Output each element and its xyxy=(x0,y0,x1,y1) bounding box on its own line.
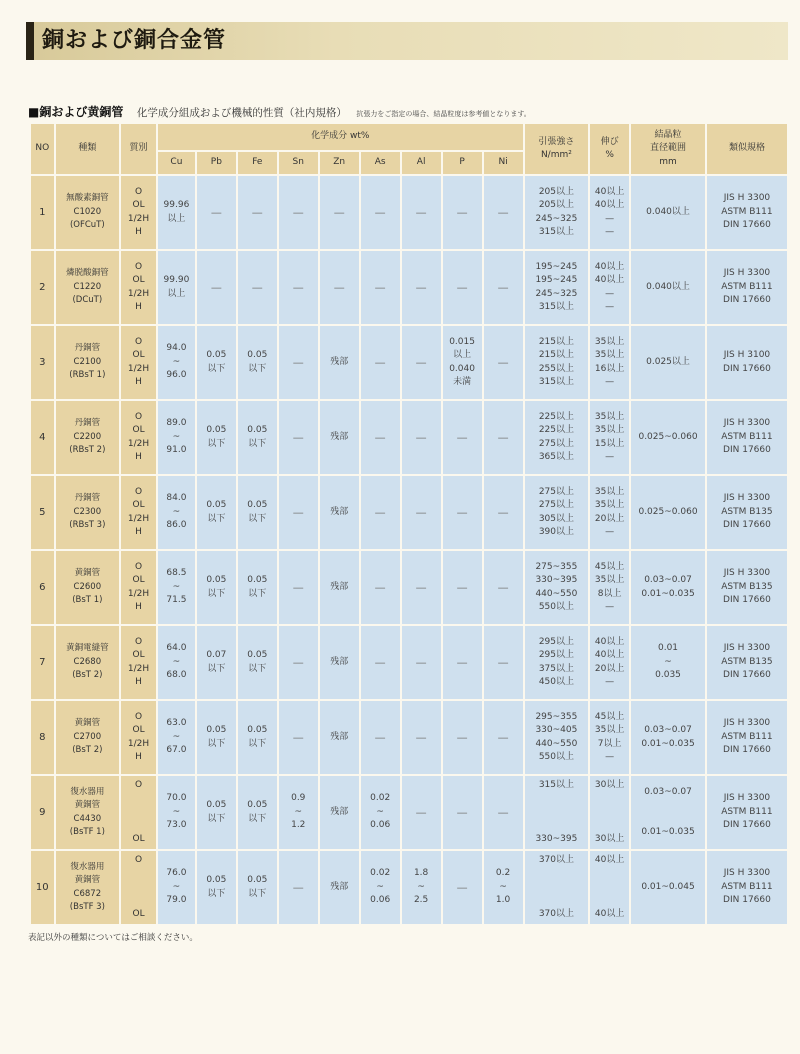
table-row xyxy=(30,400,788,475)
cell-sn: — xyxy=(278,475,319,550)
cell-temper: O OL 1/2H H xyxy=(120,550,157,625)
header-element-zn: Zn xyxy=(319,151,360,175)
cell-elong: 45以上 35以上 8以上 — xyxy=(589,550,630,625)
table-row xyxy=(30,250,788,325)
cell-similar: JIS H 3300 ASTM B111 DIN 17660 xyxy=(706,175,788,250)
cell-p: — xyxy=(442,250,483,325)
table-row xyxy=(30,625,788,700)
table-row xyxy=(30,175,788,250)
cell-p: — xyxy=(442,175,483,250)
cell-temper: O OL 1/2H H xyxy=(120,175,157,250)
cell-zn: 残部 xyxy=(319,700,360,775)
cell-as: — xyxy=(360,400,401,475)
cell-tensile: 315以上 330~395 xyxy=(524,775,590,850)
cell-similar: JIS H 3300 ASTM B111 DIN 17660 xyxy=(706,700,788,775)
cell-similar: JIS H 3300 ASTM B135 DIN 17660 xyxy=(706,625,788,700)
cell-temper: O OL xyxy=(120,775,157,850)
cell-fe: 0.05 以下 xyxy=(237,700,278,775)
cell-no: 2 xyxy=(30,250,55,325)
cell-pb: 0.05 以下 xyxy=(196,400,237,475)
cell-p: — xyxy=(442,850,483,925)
cell-kind: 復水器用 黄銅管 C6872 (BsTF 3) xyxy=(55,850,121,925)
cell-kind: 丹銅管 C2200 (RBsT 2) xyxy=(55,400,121,475)
cell-cu: 76.0 ~ 79.0 xyxy=(157,850,196,925)
cell-tensile: 195~245 195~245 245~325 315以上 xyxy=(524,250,590,325)
cell-al: — xyxy=(401,250,442,325)
cell-no: 3 xyxy=(30,325,55,400)
spec-table xyxy=(29,122,789,926)
cell-similar: JIS H 3300 ASTM B111 DIN 17660 xyxy=(706,775,788,850)
cell-zn: 残部 xyxy=(319,400,360,475)
cell-similar: JIS H 3300 ASTM B135 DIN 17660 xyxy=(706,550,788,625)
cell-grain: 0.03~0.07 0.01~0.035 xyxy=(630,550,706,625)
cell-tensile: 370以上 370以上 xyxy=(524,850,590,925)
cell-no: 7 xyxy=(30,625,55,700)
cell-sn: — xyxy=(278,175,319,250)
cell-cu: 84.0 ~ 86.0 xyxy=(157,475,196,550)
cell-al: — xyxy=(401,700,442,775)
cell-no: 1 xyxy=(30,175,55,250)
cell-tensile: 275以上 275以上 305以上 390以上 xyxy=(524,475,590,550)
cell-ni: — xyxy=(483,550,524,625)
section-description: 化学成分組成および機械的性質（社内規格） xyxy=(136,107,347,119)
cell-kind: 丹銅管 C2300 (RBsT 3) xyxy=(55,475,121,550)
table-row xyxy=(30,700,788,775)
header-element-sn: Sn xyxy=(278,151,319,175)
header-elong: 伸び % xyxy=(589,123,630,175)
cell-al: — xyxy=(401,325,442,400)
cell-tensile: 295~355 330~405 440~550 550以上 xyxy=(524,700,590,775)
cell-p: — xyxy=(442,625,483,700)
cell-sn: 0.9 ~ 1.2 xyxy=(278,775,319,850)
cell-grain: 0.03~0.07 0.01~0.035 xyxy=(630,775,706,850)
cell-fe: 0.05 以下 xyxy=(237,475,278,550)
cell-p: 0.015 以上 0.040 未満 xyxy=(442,325,483,400)
cell-temper: O OL 1/2H H xyxy=(120,700,157,775)
cell-ni: 0.2 ~ 1.0 xyxy=(483,850,524,925)
cell-zn: 残部 xyxy=(319,850,360,925)
cell-zn: 残部 xyxy=(319,550,360,625)
cell-no: 6 xyxy=(30,550,55,625)
cell-sn: — xyxy=(278,625,319,700)
cell-as: 0.02 ~ 0.06 xyxy=(360,850,401,925)
cell-as: — xyxy=(360,250,401,325)
cell-temper: O OL 1/2H H xyxy=(120,625,157,700)
cell-similar: JIS H 3100 DIN 17660 xyxy=(706,325,788,400)
cell-no: 10 xyxy=(30,850,55,925)
cell-pb: — xyxy=(196,175,237,250)
cell-ni: — xyxy=(483,700,524,775)
cell-cu: 64.0 ~ 68.0 xyxy=(157,625,196,700)
cell-sn: — xyxy=(278,550,319,625)
header-element-as: As xyxy=(360,151,401,175)
title-banner xyxy=(26,22,788,60)
cell-pb: 0.05 以下 xyxy=(196,325,237,400)
cell-cu: 89.0 ~ 91.0 xyxy=(157,400,196,475)
cell-temper: O OL 1/2H H xyxy=(120,250,157,325)
cell-pb: 0.07 以下 xyxy=(196,625,237,700)
cell-elong: 35以上 35以上 15以上 — xyxy=(589,400,630,475)
cell-pb: — xyxy=(196,250,237,325)
cell-tensile: 215以上 215以上 255以上 315以上 xyxy=(524,325,590,400)
cell-p: — xyxy=(442,475,483,550)
cell-zn: — xyxy=(319,175,360,250)
cell-pb: 0.05 以下 xyxy=(196,550,237,625)
cell-al: — xyxy=(401,175,442,250)
cell-ni: — xyxy=(483,775,524,850)
header-kind: 種類 xyxy=(55,123,121,175)
header-similar: 類似規格 xyxy=(706,123,788,175)
table-row xyxy=(30,325,788,400)
cell-kind: 燐脱酸銅管 C1220 (DCuT) xyxy=(55,250,121,325)
cell-zn: — xyxy=(319,250,360,325)
cell-elong: 40以上 40以上 20以上 — xyxy=(589,625,630,700)
cell-as: — xyxy=(360,700,401,775)
table-row xyxy=(30,775,788,850)
header-element-pb: Pb xyxy=(196,151,237,175)
section-header xyxy=(28,103,531,120)
cell-cu: 63.0 ~ 67.0 xyxy=(157,700,196,775)
cell-fe: 0.05 以下 xyxy=(237,325,278,400)
cell-grain: 0.040以上 xyxy=(630,175,706,250)
cell-no: 5 xyxy=(30,475,55,550)
cell-al: — xyxy=(401,550,442,625)
cell-elong: 45以上 35以上 7以上 — xyxy=(589,700,630,775)
cell-sn: — xyxy=(278,700,319,775)
cell-elong: 40以上 40以上 — — xyxy=(589,175,630,250)
table-row xyxy=(30,475,788,550)
cell-al: — xyxy=(401,400,442,475)
cell-grain: 0.01~0.045 xyxy=(630,850,706,925)
section-title: ■銅および黄銅管 xyxy=(28,105,124,119)
header-chem: 化学成分 wt% xyxy=(157,123,524,151)
cell-similar: JIS H 3300 ASTM B111 DIN 17660 xyxy=(706,250,788,325)
cell-elong: 35以上 35以上 16以上 — xyxy=(589,325,630,400)
cell-elong: 30以上 30以上 xyxy=(589,775,630,850)
cell-grain: 0.03~0.07 0.01~0.035 xyxy=(630,700,706,775)
cell-al: — xyxy=(401,625,442,700)
cell-kind: 無酸素銅管 C1020 (OFCuT) xyxy=(55,175,121,250)
cell-al: 1.8 ~ 2.5 xyxy=(401,850,442,925)
cell-ni: — xyxy=(483,325,524,400)
footnote: 表記以外の種類についてはご相談ください。 xyxy=(28,933,198,943)
cell-zn: 残部 xyxy=(319,775,360,850)
header-tensile: 引張強さ N/mm² xyxy=(524,123,590,175)
cell-elong: 40以上 40以上 — — xyxy=(589,250,630,325)
header-element-al: Al xyxy=(401,151,442,175)
cell-as: — xyxy=(360,625,401,700)
cell-sn: — xyxy=(278,400,319,475)
cell-grain: 0.01 ~ 0.035 xyxy=(630,625,706,700)
cell-sn: — xyxy=(278,325,319,400)
cell-p: — xyxy=(442,400,483,475)
cell-kind: 復水器用 黄銅管 C4430 (BsTF 1) xyxy=(55,775,121,850)
cell-no: 4 xyxy=(30,400,55,475)
cell-as: — xyxy=(360,325,401,400)
cell-pb: 0.05 以下 xyxy=(196,850,237,925)
cell-p: — xyxy=(442,775,483,850)
cell-temper: O OL 1/2H H xyxy=(120,325,157,400)
cell-fe: — xyxy=(237,250,278,325)
cell-similar: JIS H 3300 ASTM B111 DIN 17660 xyxy=(706,850,788,925)
cell-kind: 丹銅管 C2100 (RBsT 1) xyxy=(55,325,121,400)
cell-temper: O OL 1/2H H xyxy=(120,475,157,550)
cell-cu: 68.5 ~ 71.5 xyxy=(157,550,196,625)
cell-pb: 0.05 以下 xyxy=(196,475,237,550)
cell-zn: 残部 xyxy=(319,625,360,700)
cell-pb: 0.05 以下 xyxy=(196,700,237,775)
cell-grain: 0.040以上 xyxy=(630,250,706,325)
cell-sn: — xyxy=(278,850,319,925)
header-element-cu: Cu xyxy=(157,151,196,175)
cell-no: 9 xyxy=(30,775,55,850)
cell-as: — xyxy=(360,550,401,625)
cell-grain: 0.025~0.060 xyxy=(630,475,706,550)
cell-al: — xyxy=(401,775,442,850)
cell-ni: — xyxy=(483,475,524,550)
cell-ni: — xyxy=(483,625,524,700)
cell-elong: 40以上 40以上 xyxy=(589,850,630,925)
header-element-fe: Fe xyxy=(237,151,278,175)
page-title: 銅および銅合金管 xyxy=(42,28,227,53)
cell-elong: 35以上 35以上 20以上 — xyxy=(589,475,630,550)
cell-fe: 0.05 以下 xyxy=(237,400,278,475)
header-element-ni: Ni xyxy=(483,151,524,175)
cell-pb: 0.05 以下 xyxy=(196,775,237,850)
table-row xyxy=(30,550,788,625)
cell-cu: 70.0 ~ 73.0 xyxy=(157,775,196,850)
cell-temper: O OL xyxy=(120,850,157,925)
header-element-p: P xyxy=(442,151,483,175)
header-grain: 結晶粒 直径範囲 mm xyxy=(630,123,706,175)
cell-zn: 残部 xyxy=(319,325,360,400)
cell-fe: 0.05 以下 xyxy=(237,775,278,850)
cell-sn: — xyxy=(278,250,319,325)
cell-fe: — xyxy=(237,175,278,250)
cell-zn: 残部 xyxy=(319,475,360,550)
cell-ni: — xyxy=(483,175,524,250)
cell-p: — xyxy=(442,700,483,775)
header-no: NO xyxy=(30,123,55,175)
cell-as: — xyxy=(360,175,401,250)
cell-as: — xyxy=(360,475,401,550)
cell-cu: 99.90 以上 xyxy=(157,250,196,325)
cell-tensile: 295以上 295以上 375以上 450以上 xyxy=(524,625,590,700)
cell-ni: — xyxy=(483,400,524,475)
cell-no: 8 xyxy=(30,700,55,775)
cell-temper: O OL 1/2H H xyxy=(120,400,157,475)
cell-kind: 黄銅管 C2700 (BsT 2) xyxy=(55,700,121,775)
cell-similar: JIS H 3300 ASTM B111 DIN 17660 xyxy=(706,400,788,475)
cell-cu: 99.96 以上 xyxy=(157,175,196,250)
cell-tensile: 275~355 330~395 440~550 550以上 xyxy=(524,550,590,625)
cell-grain: 0.025~0.060 xyxy=(630,400,706,475)
cell-kind: 黄銅電縫管 C2680 (BsT 2) xyxy=(55,625,121,700)
cell-cu: 94.0 ~ 96.0 xyxy=(157,325,196,400)
cell-fe: 0.05 以下 xyxy=(237,625,278,700)
cell-p: — xyxy=(442,550,483,625)
cell-fe: 0.05 以下 xyxy=(237,850,278,925)
cell-tensile: 205以上 205以上 245~325 315以上 xyxy=(524,175,590,250)
cell-al: — xyxy=(401,475,442,550)
cell-similar: JIS H 3300 ASTM B135 DIN 17660 xyxy=(706,475,788,550)
cell-tensile: 225以上 225以上 275以上 365以上 xyxy=(524,400,590,475)
cell-as: 0.02 ~ 0.06 xyxy=(360,775,401,850)
header-temper: 質別 xyxy=(120,123,157,175)
section-note: 抗張力をご指定の場合、結晶粒度は参考値となります。 xyxy=(356,110,531,118)
cell-fe: 0.05 以下 xyxy=(237,550,278,625)
cell-grain: 0.025以上 xyxy=(630,325,706,400)
table-row xyxy=(30,850,788,925)
cell-ni: — xyxy=(483,250,524,325)
cell-kind: 黄銅管 C2600 (BsT 1) xyxy=(55,550,121,625)
